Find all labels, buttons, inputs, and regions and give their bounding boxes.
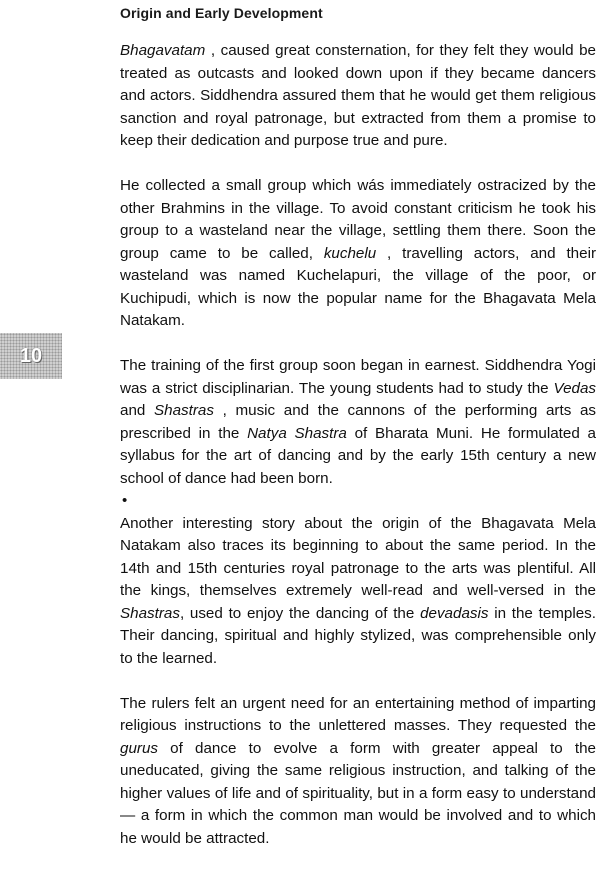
italic-term: Bhagavatam [120, 42, 206, 59]
text-run: , caused great consternation, for they felt they would be treated as outcasts and looked down upon if they became dancers and actors. Siddhendra assured them that he would get them religious sanction and royal patronage, but extracted from them a promise to keep their dedication and purpose true and pure. [120, 42, 596, 149]
paragraph-5 [120, 693, 596, 851]
italic-term: devadasis [420, 604, 489, 622]
text-run: and [120, 402, 154, 419]
italic-term: kuchelu [323, 244, 377, 262]
paragraph-2 [120, 175, 596, 333]
text-run: , travelling actors, and their wasteland was named Kuchelapuri, the village of the poor, or Kuchipudi, which is now the popular name for the Bhagavata Mela Natakam. [120, 244, 596, 329]
text-run: of dance to evolve a form with greater appeal to the uneducated, giving the same religious instruction, and talking of the higher values of life and of spirituality, but in a form easy to understand — a form in which the common man would be involved and to which he would be attracted. [120, 739, 596, 847]
stray-dot-mark: • [122, 492, 128, 509]
italic-term: Vedas [553, 379, 596, 397]
text-run: , used to enjoy the dancing of the [179, 604, 421, 622]
paragraph-1 [120, 40, 596, 153]
text-run: The training of the first group soon began in earnest. Siddhendra Yogi was a strict disciplinarian. The young students had to study the [120, 357, 596, 397]
page-number: 10 [19, 344, 43, 367]
body-text [120, 40, 596, 873]
paragraph-3 [120, 355, 596, 490]
text-run: Another interesting story about the origin of the Bhagavata Mela Natakam also traces its beginning to about the same period. In the 14th and 15th centuries royal patronage to the arts was plentiful. All the kings, themselves extremely well-read and well-versed in the [120, 514, 596, 599]
text-run: in the temples. Their dancing, spiritual and highly stylized, was comprehensible only to the learned. [120, 604, 596, 667]
text-run: The rulers felt an urgent need for an entertaining method of imparting religious instructions to the unlettered masses. They requested the [120, 694, 596, 734]
paragraph-4 [120, 513, 596, 671]
text-run: , music and the cannons of the performing arts as prescribed in the [120, 402, 596, 442]
italic-term: gurus [120, 739, 158, 757]
italic-term: Natya Shastra [247, 424, 347, 442]
page-number-tab [0, 333, 62, 379]
text-run: of Bharata Muni. He formulated a syllabus for the art of dancing and by the early 15th century a new school of dance had been born. [120, 424, 596, 487]
italic-term: Shastras [120, 604, 180, 622]
running-head: Origin and Early Development [120, 5, 323, 21]
text-run: He collected a small group which wás immediately ostracized by the other Brahmins in the village. To avoid constant criticism he took his group to a wasteland near the village, settling them there. Soon the group came to be called, [120, 177, 596, 262]
italic-term: Shastras [154, 402, 214, 419]
